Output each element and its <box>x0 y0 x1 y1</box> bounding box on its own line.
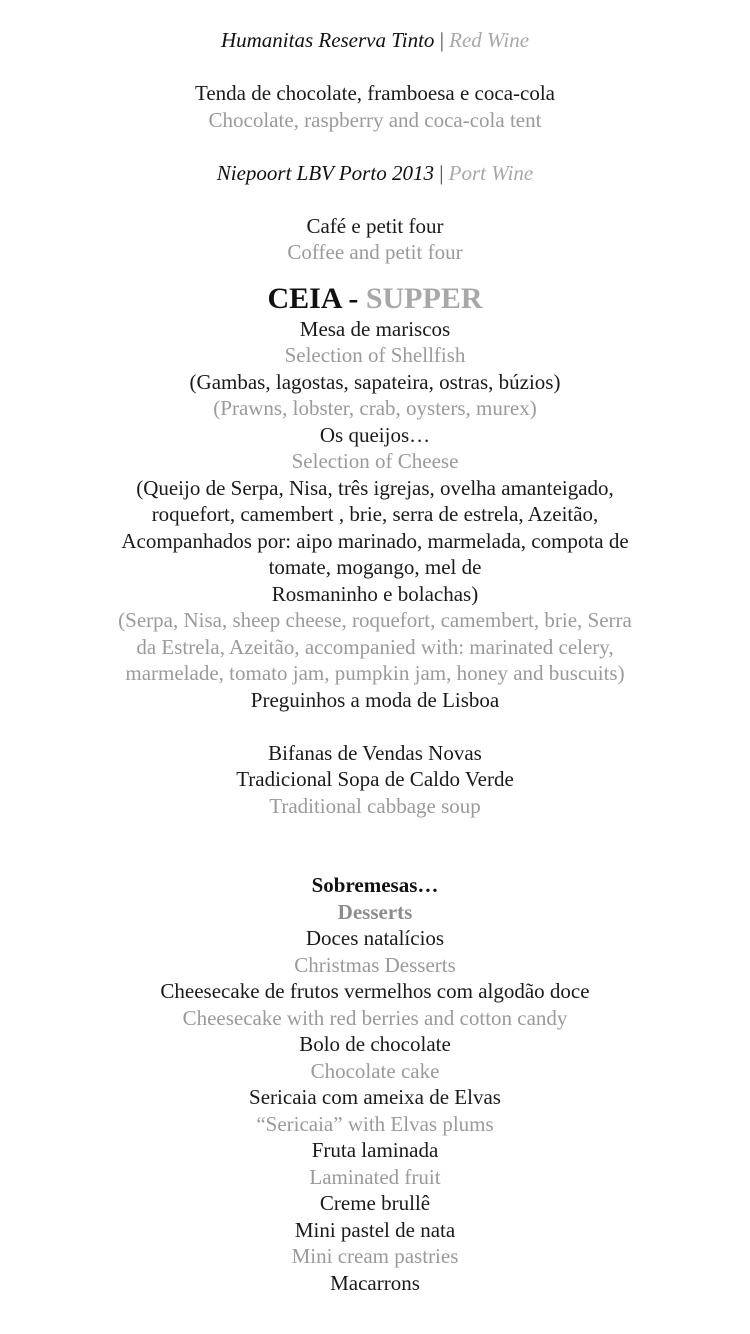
wine-name: Niepoort LBV Porto 2013 <box>216 160 434 185</box>
dessert-item-en: Christmas Desserts <box>294 952 456 977</box>
dessert-item-pt: Cheesecake de frutos vermelhos com algodão doce <box>160 979 590 1003</box>
dessert-item-pt: Fruta laminada <box>311 1138 439 1162</box>
wine-separator: | <box>439 160 444 185</box>
supper-title-en: SUPPER <box>365 281 483 315</box>
dessert-item-en: Laminated fruit <box>309 1164 441 1189</box>
dessert-item-pt: Creme brullê <box>319 1191 431 1215</box>
supper-title-pt: CEIA - <box>267 281 359 315</box>
shellfish-pt: Mesa de mariscos <box>299 316 451 341</box>
cheese-detail-pt: (Queijo de Serpa, Nisa, três igrejas, ovelha amanteigado, roquefort, camembert , brie, serra de estrela, Azeitão, Acompanhados por: aipo marinado, marmelada, compota de tomate, mogango, mel de <box>121 475 629 579</box>
wine-name: Humanitas Reserva Tinto <box>220 28 435 52</box>
supper-heading <box>0 278 750 316</box>
spacer <box>0 819 750 872</box>
cheese-detail-pt-end: Rosmaninho e bolachas) <box>271 581 479 606</box>
wine-type: Port Wine <box>448 160 534 185</box>
wine-pairing-port <box>0 160 750 187</box>
wine-pairing-red <box>0 27 750 54</box>
cheese-detail-en: (Serpa, Nisa, sheep cheese, roquefort, camembert, brie, Serra da Estrela, Azeitão, accompanied with: marinated celery, marmelade, tomato jam, pumpkin jam, honey and buscuits) <box>118 608 632 685</box>
soup-pt: Tradicional Sopa de Caldo Verde <box>236 767 514 791</box>
spacer <box>0 54 750 81</box>
desserts-heading-pt: Sobremesas… <box>311 873 439 897</box>
cheese-en: Selection of Cheese <box>291 449 459 473</box>
desserts-list <box>0 925 750 1296</box>
bifanas-pt: Bifanas de Vendas Novas <box>268 740 482 765</box>
coffee-en: Coffee and petit four <box>287 240 463 264</box>
preguinhos-pt: Preguinhos a moda de Lisboa <box>250 687 500 712</box>
dessert-item-pt: Macarrons <box>330 1270 420 1295</box>
shellfish-detail-pt: (Gambas, lagostas, sapateira, ostras, búzios) <box>189 369 561 394</box>
soup-en: Traditional cabbage soup <box>269 793 481 818</box>
dessert-item-en: Cheesecake with red berries and cotton candy <box>182 1005 568 1030</box>
spacer <box>0 713 750 740</box>
dish-pt: Tenda de chocolate, framboesa e coca-cola <box>195 81 555 105</box>
shellfish-en: Selection of Shellfish <box>284 343 466 367</box>
dish-en: Chocolate, raspberry and coca-cola tent <box>208 107 542 132</box>
dessert-item-pt: Sericaia com ameixa de Elvas <box>249 1085 501 1109</box>
spacer <box>0 186 750 213</box>
coffee-pt: Café e petit four <box>306 213 444 238</box>
wine-separator: | <box>439 28 444 52</box>
cheese-pt: Os queijos… <box>319 422 431 447</box>
dessert-item-en: “Sericaia” with Elvas plums <box>256 1111 494 1136</box>
dessert-item-pt: Doces natalícios <box>305 926 445 950</box>
shellfish-detail-en: (Prawns, lobster, crab, oysters, murex) <box>213 396 537 420</box>
desserts-heading-en: Desserts <box>337 899 413 924</box>
dessert-item-pt: Bolo de chocolate <box>299 1032 451 1056</box>
wine-type: Red Wine <box>449 28 530 52</box>
dessert-item-en: Chocolate cake <box>310 1058 440 1083</box>
dessert-item-pt: Mini pastel de nata <box>294 1217 456 1242</box>
spacer <box>0 133 750 160</box>
dessert-item-en: Mini cream pastries <box>291 1244 459 1268</box>
